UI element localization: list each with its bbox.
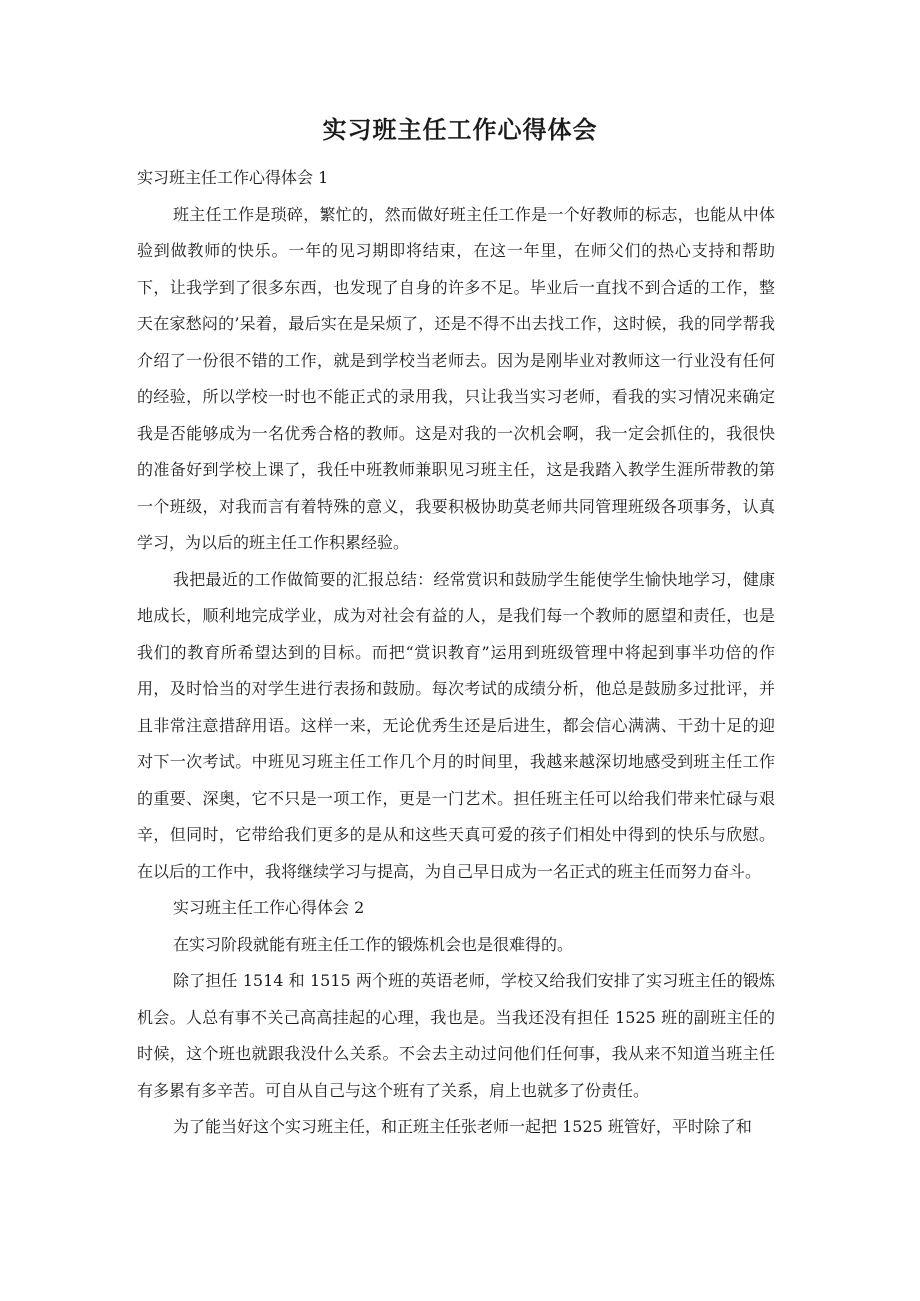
section-2-paragraph-2: 除了担任 1514 和 1515 两个班的英语老师，学校又给我们安排了实习班主任的锻炼机会。人总有事不关己高高挂起的心理，我也是。当我还没有担任 1525 班的副班主任的时候，这个班也就跟我没什么关系。不会去主动过问他们任何事，我从来不知道当班主任有多累有多辛苦。可自从自己与这个班有了关系，肩上也就多了份责任。 xyxy=(137,971,775,1100)
section-2-paragraph-3: 为了能当好这个实习班主任，和正班主任张老师一起把 1525 班管好，平时除了和 xyxy=(173,1117,752,1136)
section-1-paragraph-1: 班主任工作是琐碎，繁忙的，然而做好班主任工作是一个好教师的标志，也能从中体验到做教师的快乐。一年的见习期即将结束，在这一年里，在师父们的热心支持和帮助下，让我学到了很多东西，也发现了自身的许多不足。毕业后一直找不到合适的工作，整天在家愁闷的’呆着，最后实在是呆烦了，还是不得不出去找工作，这时候，我的同学帮我介绍了一份很不错的工作，就是到学校当老师去。因为是刚毕业对教师这一行业没有任何的经验，所以学校一时也不能正式的录用我，只让我当实习老师，看我的实习情况来确定我是否能够成为一名优秀合格的教师。这是对我的一次机会啊，我一定会抓住的，我很快的准备好到学校上课了，我任中班教师兼职见习班主任，这是我踏入教学生涯所带教的第一个班级，对我而言有着特殊的意义，我要积极协助莫老师共同管理班级各项事务，认真学习，为以后的班主任工作积累经验。 xyxy=(137,204,775,552)
section-2-paragraph-1: 在实习阶段就能有班主任工作的锻炼机会也是很难得的。 xyxy=(173,934,574,954)
section-2-heading: 实习班主任工作心得体会 2 xyxy=(173,898,365,917)
document-title: 实习班主任工作心得体会 xyxy=(322,116,598,144)
section-1-heading: 实习班主任工作心得体会 1 xyxy=(137,168,329,187)
section-1-paragraph-2: 我把最近的工作做简要的汇报总结：经常赏识和鼓励学生能使学生愉快地学习，健康地成长，顺利地完成学业，成为对社会有益的人，是我们每一个教师的愿望和责任，也是我们的教育所希望达到的目标。而把“赏识教育”运用到班级管理中将起到事半功倍的作用，及时恰当的对学生进行表扬和鼓励。每次考试的成绩分析，他总是鼓励多过批评，并且非常注意措辞用语。这样一来，无论优秀生还是后进生，都会信心满满、干劲十足的迎对下一次考试。中班见习班主任工作几个月的时间里，我越来越深切地感受到班主任工作的重要、深奥，它不只是一项工作，更是一门艺术。担任班主任可以给我们带来忙碌与艰辛，但同时，它带给我们更多的是从和这些天真可爱的孩子们相处中得到的快乐与欣慰。在以后的工作中，我将继续学习与提高，为自己早日成为一名正式的班主任而努力奋斗。 xyxy=(137,569,775,881)
document-body xyxy=(137,160,775,1146)
